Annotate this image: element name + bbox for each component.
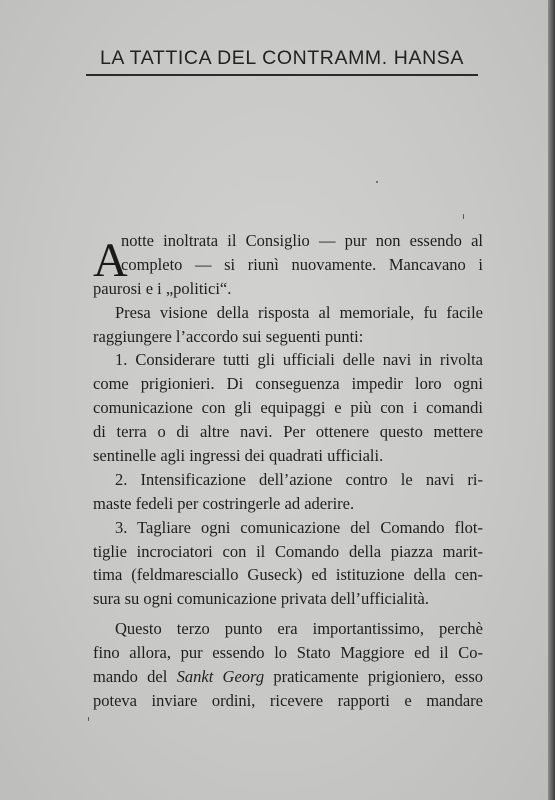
text-line: tima (feldmaresciallo Guseck) ed istituzione della cen- <box>93 565 483 585</box>
text-line: sentinelle agli ingressi dei quadrati ufficiali. <box>93 446 384 466</box>
body-text <box>93 229 483 713</box>
text-line: 1. Considerare tutti gli ufficiali delle navi in rivolta <box>115 350 483 370</box>
text-line: di terra o di altre navi. Per ottenere questo mettere <box>93 422 483 442</box>
drop-cap: A <box>93 234 128 287</box>
text-fragment: mando del <box>93 667 168 687</box>
paper-speck <box>376 181 378 183</box>
text-line: sura su ogni comunicazione privata dell’ufficialità. <box>93 589 429 609</box>
text-line: fino allora, pur essendo lo Stato Maggiore ed il Co- <box>93 643 483 663</box>
text-line: raggiungere l’accordo sui seguenti punti: <box>93 326 364 346</box>
header-rule <box>86 74 478 76</box>
paper-speck <box>88 717 89 721</box>
text-line <box>93 665 483 689</box>
text-line: maste fedeli per costringerle ad aderire. <box>93 493 355 513</box>
text-line: 3. Tagliare ogni comunicazione del Comando flot- <box>115 517 483 537</box>
text-line: tiglie incrociatori con il Comando della piazza marit- <box>93 541 483 561</box>
text-line: paurosi e i „politici“. <box>93 278 232 298</box>
text-line: Presa visione della risposta al memoriale, fu facile <box>115 302 483 322</box>
text-fragment: praticamente prigioniero, esso <box>273 667 483 687</box>
text-line: Questo terzo punto era importantissimo, perchè <box>115 619 483 639</box>
paper-speck <box>463 214 464 219</box>
page-edge <box>548 0 555 800</box>
running-head: LA TATTICA DEL CONTRAMM. HANSA <box>99 47 464 69</box>
ship-name: Sankt Georg <box>176 667 265 687</box>
text-line: poteva inviare ordini, ricevere rapporti e mandare <box>93 690 483 710</box>
text-line: come prigionieri. Di conseguenza impedir loro ogni <box>93 374 483 394</box>
text-line: comunicazione con gli equipaggi e più con i comandi <box>93 398 483 418</box>
text-line: notte inoltrata il Consiglio — pur non essendo al <box>121 231 483 250</box>
text-line: 2. Intensificazione dell’azione contro le navi ri- <box>115 469 483 489</box>
text-line: completo — si riunì nuovamente. Mancavano i <box>121 254 483 274</box>
